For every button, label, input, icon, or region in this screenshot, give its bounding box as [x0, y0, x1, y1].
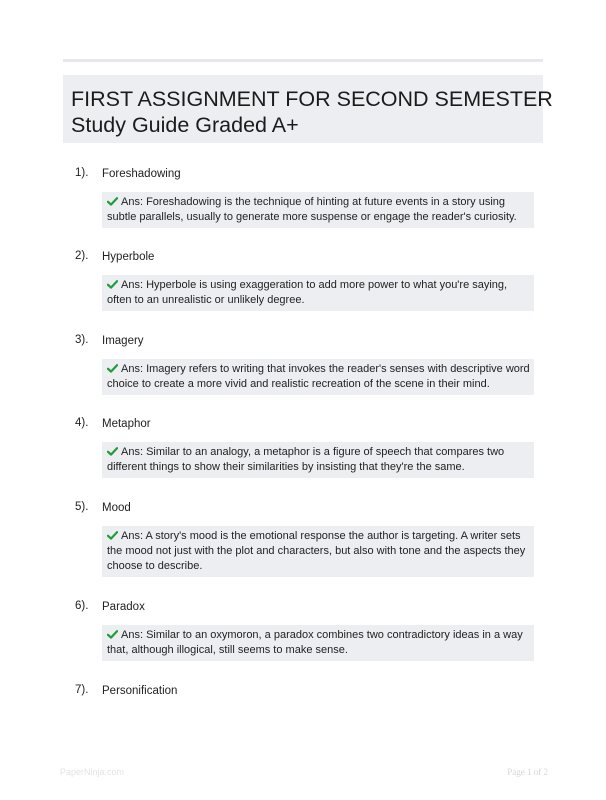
watermark-text: PaperNinja.com [60, 767, 125, 777]
answer-text: Ans: Foreshadowing is the technique of hinting at future events in a story using subtle parallels, usually to generate more suspense or engage the reader's curiosity. [107, 196, 517, 223]
answer-text: Ans: Similar to an oxymoron, a paradox combines two contradictory ideas in a way that, although illogical, still seems to make sense. [107, 629, 523, 656]
list-item [63, 600, 543, 661]
question-term: Paradox [102, 601, 145, 613]
list-item [63, 684, 543, 704]
list-item [63, 501, 543, 577]
answer-box [102, 359, 534, 395]
check-icon [107, 280, 118, 289]
check-icon [107, 197, 118, 206]
document-title: FIRST ASSIGNMENT FOR SECOND SEMESTER [71, 87, 553, 111]
check-icon [107, 531, 118, 540]
document-subtitle: Study Guide Graded A+ [71, 113, 299, 137]
answer-text: Ans: A story's mood is the emotional response the author is targeting. A writer sets the mood not just with the plot and characters, but also with tone and the aspects they choose to describe. [107, 530, 526, 572]
question-number: 4). [75, 417, 89, 429]
list-item [63, 334, 543, 395]
question-number: 1). [75, 167, 89, 179]
question-term: Imagery [102, 335, 144, 347]
question-term: Metaphor [102, 418, 151, 430]
top-divider [63, 59, 543, 62]
question-term: Hyperbole [102, 251, 155, 263]
list-item [63, 417, 543, 478]
question-number: 7). [75, 684, 89, 696]
answer-text: Ans: Hyperbole is using exaggeration to add more power to what you're saying, often to an unrealistic or unlikely degree. [107, 279, 508, 306]
question-term: Foreshadowing [102, 168, 181, 180]
list-item [63, 250, 543, 311]
check-icon [107, 630, 118, 639]
answer-text: Ans: Similar to an analogy, a metaphor is a figure of speech that compares two different things to show their similarities by insisting that they're the same. [107, 446, 505, 473]
answer-box [102, 526, 534, 577]
answer-box [102, 192, 534, 228]
question-number: 2). [75, 250, 89, 262]
answer-box [102, 442, 534, 478]
check-icon [107, 447, 118, 456]
question-term: Mood [102, 502, 131, 514]
question-number: 5). [75, 501, 89, 513]
question-term: Personification [102, 685, 178, 697]
question-number: 3). [75, 334, 89, 346]
page-number: Page 1 of 2 [507, 767, 548, 777]
list-item [63, 167, 543, 228]
answer-box [102, 625, 534, 661]
answer-box [102, 275, 534, 311]
title-banner [63, 75, 553, 143]
check-icon [107, 364, 118, 373]
answer-text: Ans: Imagery refers to writing that invokes the reader's senses with descriptive word choice to create a more vivid and realistic recreation of the scene in their mind. [107, 363, 530, 390]
question-number: 6). [75, 600, 89, 612]
